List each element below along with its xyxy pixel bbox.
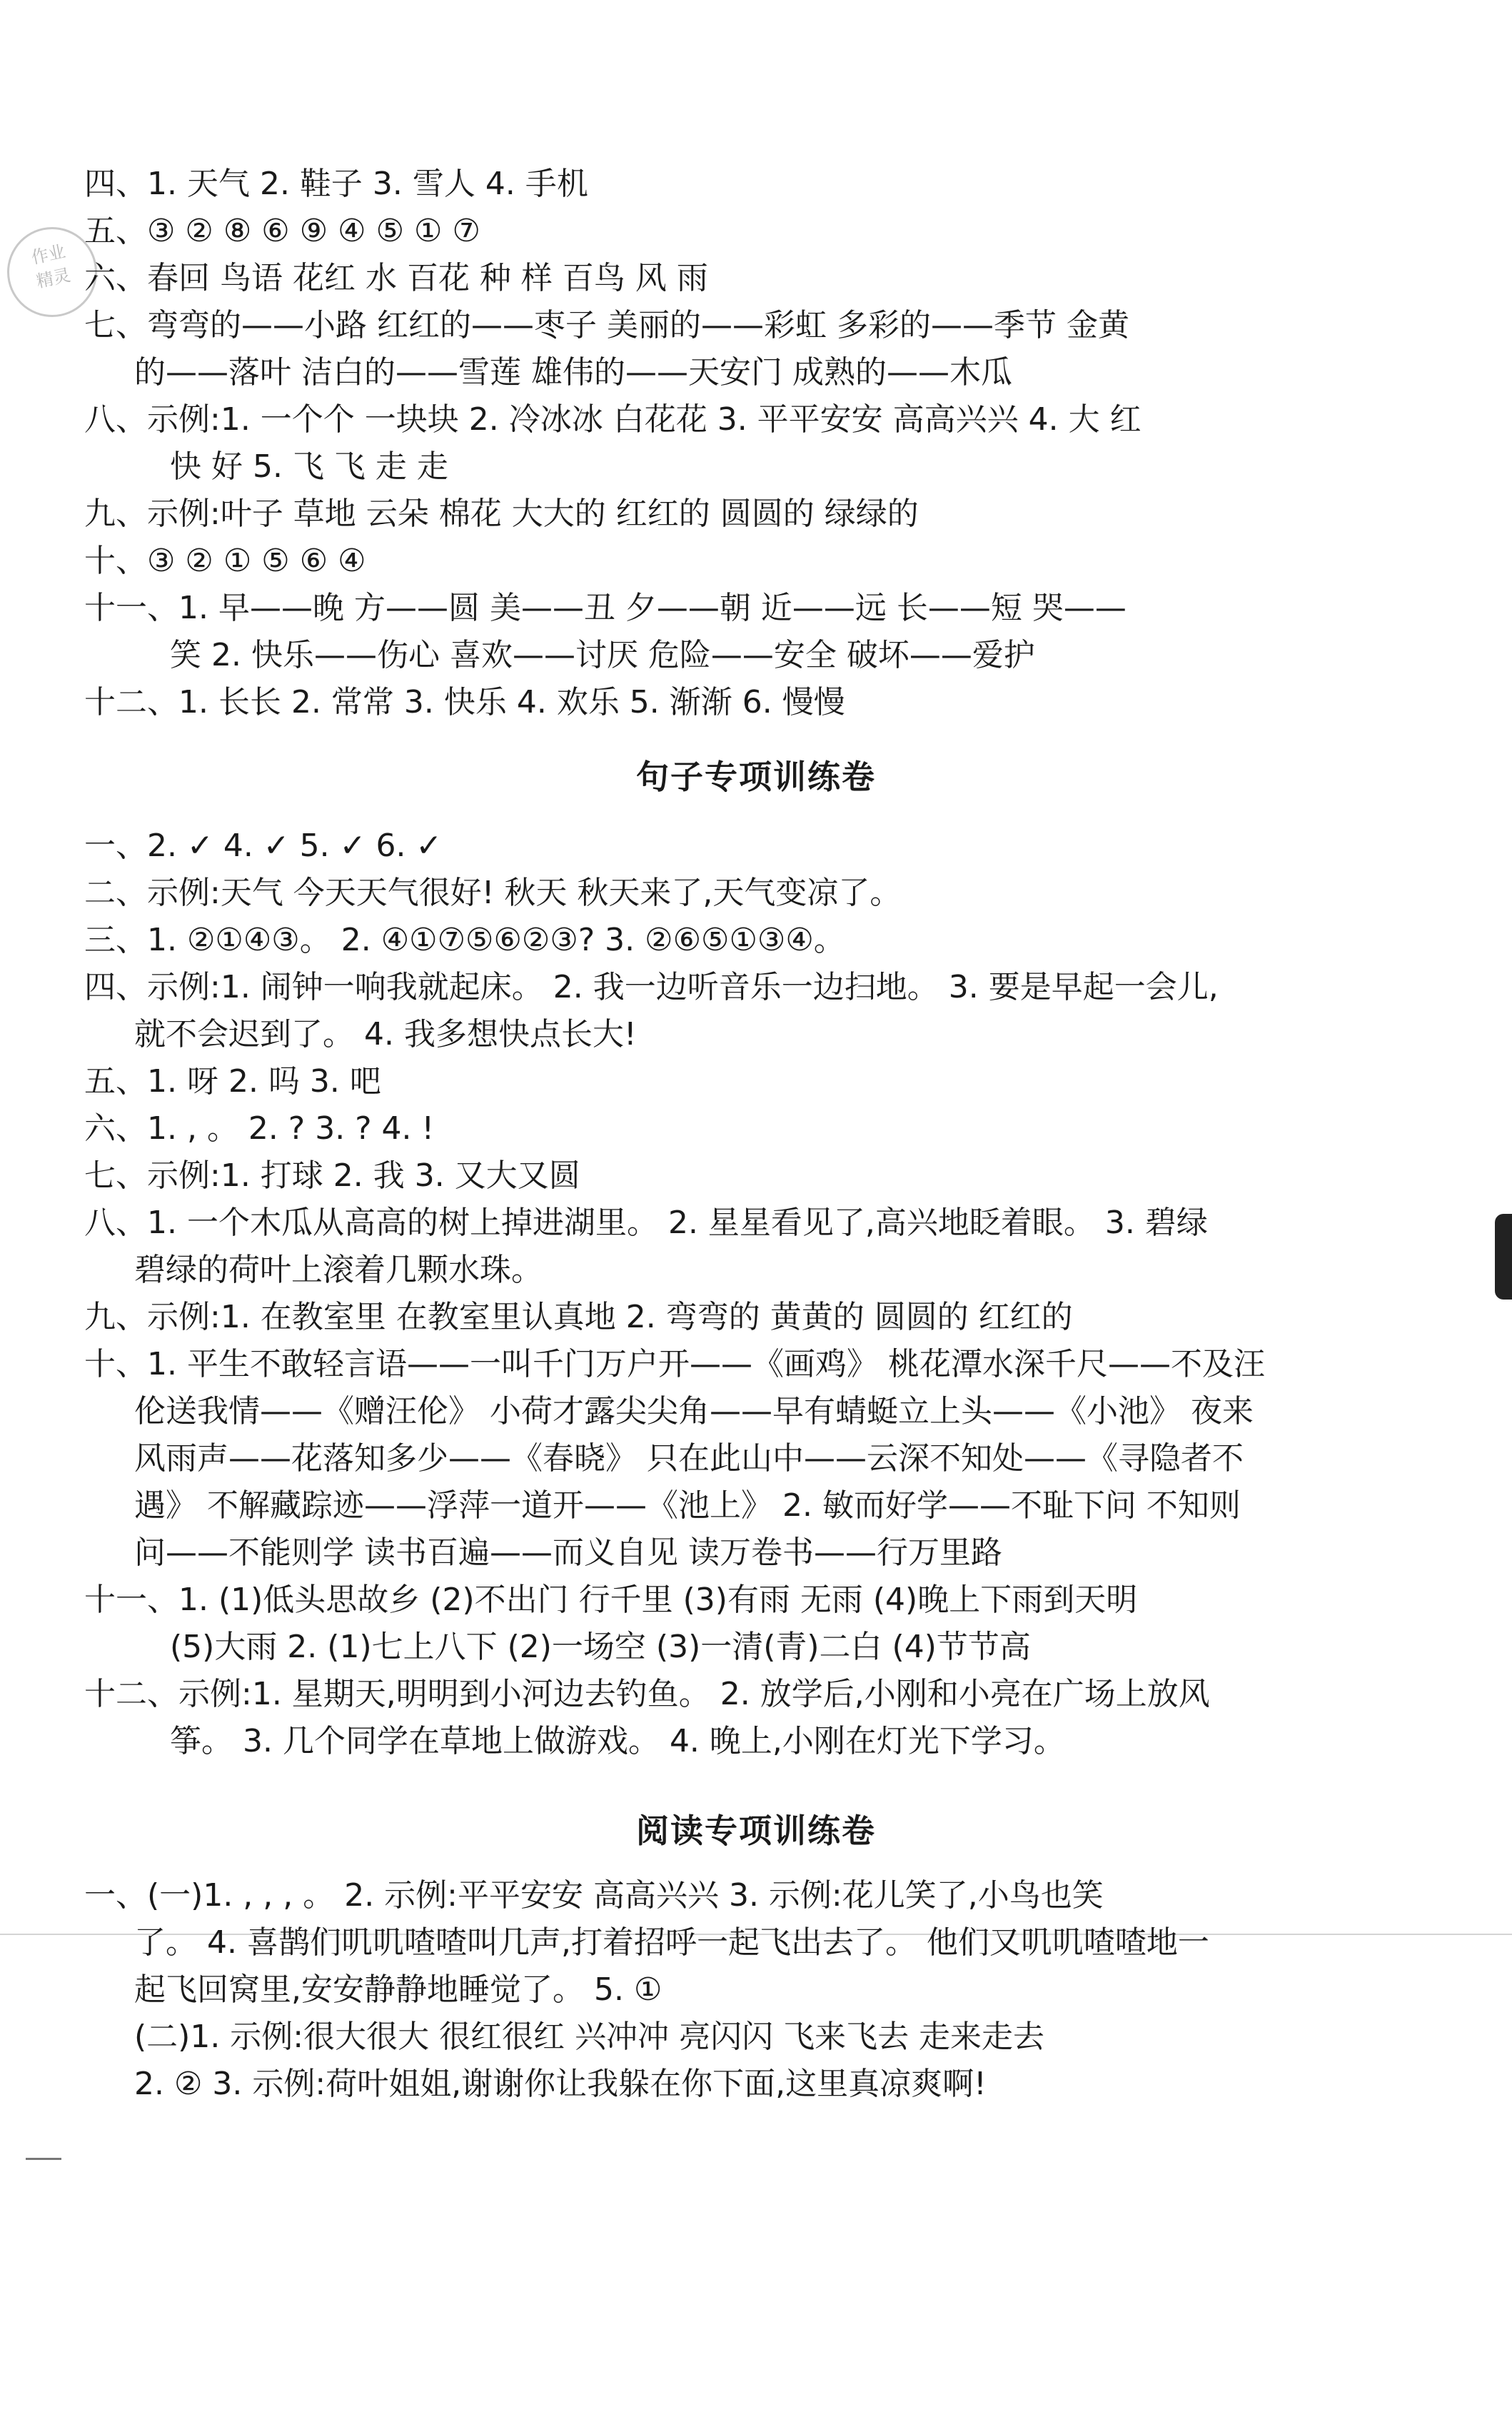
answer-line: 一、(一)1. , , , 。 2. 示例:平平安安 高高兴兴 3. 示例:花儿笑了,小鸟也笑 (84, 1877, 1104, 1914)
answer-line: 四、示例:1. 闹钟一响我就起床。 2. 我一边听音乐一边扫地。 3. 要是早起一会儿, (84, 969, 1219, 1005)
section-reading-answers (84, 1872, 1349, 2108)
answer-line: 了。 4. 喜鹊们叽叽喳喳叫几声,打着招呼一起飞出去了。 他们又叽叽喳喳地一 (134, 1924, 1209, 1961)
answer-line: 十二、1. 长长 2. 常常 3. 快乐 4. 欢乐 5. 渐渐 6. 慢慢 (84, 684, 845, 720)
answer-line: 九、示例:1. 在教室里 在教室里认真地 2. 弯弯的 黄黄的 圆圆的 红红的 (84, 1299, 1073, 1335)
answer-line: 四、1. 天气 2. 鞋子 3. 雪人 4. 手机 (84, 166, 588, 202)
answer-line: 五、③ ② ⑧ ⑥ ⑨ ④ ⑤ ① ⑦ (84, 213, 480, 249)
answer-line: 快 好 5. 飞 飞 走 走 (170, 448, 448, 485)
stamp-line2: 精灵 (34, 265, 73, 292)
answer-line: 七、示例:1. 打球 2. 我 3. 又大又圆 (84, 1157, 580, 1194)
answer-line: 笑 2. 快乐——伤心 喜欢——讨厌 危险——安全 破坏——爱护 (170, 637, 1035, 673)
stamp-line1: 作业 (29, 241, 68, 268)
answer-line: 三、1. ②①④③。 2. ④①⑦⑤⑥②③? 3. ②⑥⑤①③④。 (84, 922, 845, 958)
answer-line: 碧绿的荷叶上滚着几颗水珠。 (134, 1252, 543, 1288)
answer-line: (二)1. 示例:很大很大 很红很红 兴冲冲 亮闪闪 飞来飞去 走来走去 (134, 2019, 1045, 2055)
answer-line: 十一、1. 早——晚 方——圆 美——丑 夕——朝 近——远 长——短 哭—— (84, 590, 1127, 626)
answer-line: 七、弯弯的——小路 红红的——枣子 美丽的——彩虹 多彩的——季节 金黄 (84, 307, 1129, 343)
answer-line: 十、③ ② ① ⑤ ⑥ ④ (84, 543, 366, 579)
answer-line: 就不会迟到了。 4. 我多想快点长大! (134, 1016, 637, 1052)
answer-line: 十二、示例:1. 星期天,明明到小河边去钓鱼。 2. 放学后,小刚和小亮在广场上放风 (84, 1676, 1210, 1712)
answer-line: 问——不能则学 读书百遍——而义自见 读万卷书——行万里路 (134, 1534, 1002, 1571)
page-corner-mark (26, 2158, 61, 2160)
answer-line: 2. ② 3. 示例:荷叶姐姐,谢谢你让我躲在你下面,这里真凉爽啊! (134, 2066, 987, 2102)
answer-line: 九、示例:叶子 草地 云朵 棉花 大大的 红红的 圆圆的 绿绿的 (84, 496, 919, 532)
answer-line: 二、示例:天气 今天天气很好! 秋天 秋天来了,天气变凉了。 (84, 875, 902, 911)
answer-line: 五、1. 呀 2. 吗 3. 吧 (84, 1063, 381, 1100)
answer-line: 的——落叶 洁白的——雪莲 雄伟的——天安门 成熟的——木瓜 (134, 354, 1012, 391)
section-title-sentences: 句子专项训练卷 (636, 758, 876, 796)
answer-line: 筝。 3. 几个同学在草地上做游戏。 4. 晚上,小刚在灯光下学习。 (170, 1723, 1065, 1759)
answer-line: 一、2. ✓ 4. ✓ 5. ✓ 6. ✓ (84, 828, 443, 864)
answer-line: 起飞回窝里,安安静静地睡觉了。 5. ① (134, 1971, 662, 2008)
section-vocabulary-answers (84, 161, 1349, 726)
section-title-reading: 阅读专项训练卷 (636, 1812, 876, 1850)
answer-line: 十一、1. (1)低头思故乡 (2)不出门 行千里 (3)有雨 无雨 (4)晚上下雨到天明 (84, 1582, 1138, 1618)
answer-line: 遇》 不解藏踪迹——浮萍一道开——《池上》 2. 敏而好学——不耻下问 不知则 (134, 1487, 1241, 1524)
answer-line: 六、1. , 。 2. ? 3. ? 4. ! (84, 1110, 435, 1147)
answer-line: 风雨声——花落知多少——《春晓》 只在此山中——云深不知处——《寻隐者不 (134, 1440, 1244, 1477)
answer-line: 八、示例:1. 一个个 一块块 2. 冷冰冰 白花花 3. 平平安安 高高兴兴 4. 大 红 (84, 401, 1141, 438)
answer-line: (5)大雨 2. (1)七上八下 (2)一场空 (3)一清(青)二白 (4)节节高 (170, 1629, 1031, 1665)
answer-line: 六、春回 鸟语 花红 水 百花 种 样 百鸟 风 雨 (84, 260, 708, 296)
page-edge-shadow (1495, 1214, 1512, 1300)
answer-line: 十、1. 平生不敢轻言语——一叫千门万户开——《画鸡》 桃花潭水深千尺——不及汪 (84, 1346, 1265, 1382)
answer-line: 八、1. 一个木瓜从高高的树上掉进湖里。 2. 星星看见了,高兴地眨着眼。 3. 碧绿 (84, 1205, 1208, 1241)
answer-line: 伦送我情——《赠汪伦》 小荷才露尖尖角——早有蜻蜓立上头——《小池》 夜来 (134, 1393, 1254, 1429)
section-sentence-answers (84, 823, 1349, 1765)
